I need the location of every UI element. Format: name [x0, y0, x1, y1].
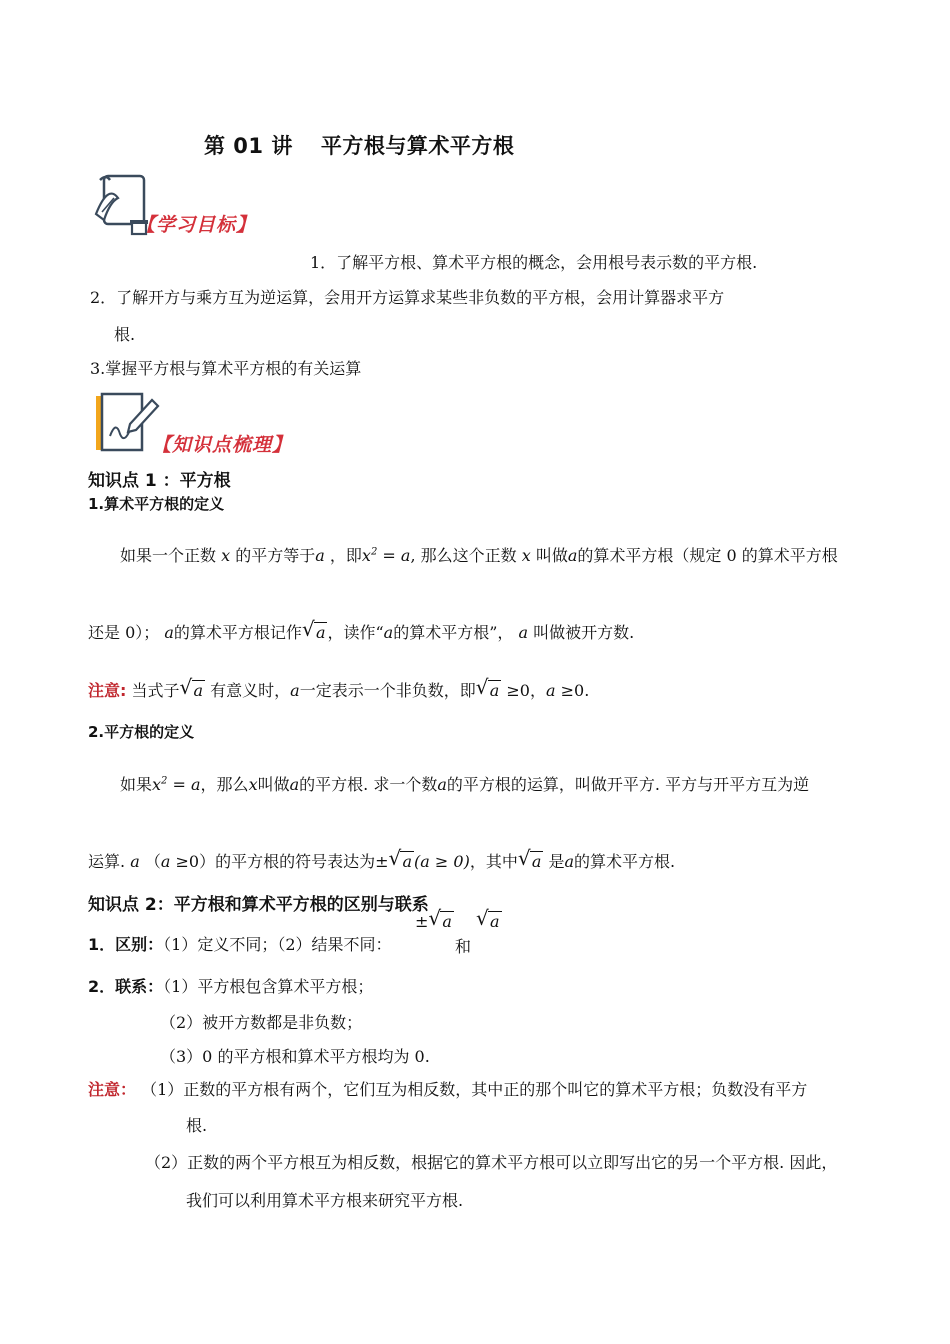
kp2-heading: 知识点 2：平方根和算术平方根的区别与联系: [88, 895, 429, 915]
relation-line-1: 2．联系：（1）平方根包含算术平方根；: [88, 977, 374, 996]
difference-label: 1．区别：: [88, 935, 164, 954]
banner-learning-goals: 【学习目标】: [136, 214, 257, 236]
definition-1-line-1: 如果一个正数 x 的平方等于a ，即$x^2 = a$, 那么这个正数 x 叫做a的算术平方根（规定 0 的算术平方根: [120, 546, 838, 565]
note-2-line-4: 我们可以利用算术平方根来研究平方根.: [186, 1191, 464, 1210]
definition-1-line-2: 还是 0）； a的算术平方根记作 √ a ，读作“a的算术平方根”， a 叫做被开方数.: [88, 617, 635, 642]
relation-line-2: （2）被开方数都是非负数；: [160, 1013, 363, 1032]
title-main: 平方根与算术平方根: [320, 134, 515, 158]
relation-label: 2．联系：: [88, 977, 164, 996]
goal-2-line-2: 根.: [114, 325, 136, 344]
kp1-subheading-1: 1.算术平方根的定义: [88, 495, 225, 513]
pm-sqrt-a: ± √ a: [415, 906, 452, 931]
goal-3: 3.掌握平方根与算术平方根的有关运算: [90, 359, 362, 378]
note-2-line-3: （2）正数的两个平方根互为相反数，根据它的算术平方根可以立即写出它的另一个平方根. 因此，: [145, 1153, 838, 1172]
kp1-subheading-2: 2.平方根的定义: [88, 723, 195, 741]
note-label: 注意:: [88, 681, 127, 700]
note-2-label: 注意：: [88, 1080, 137, 1099]
and-word: 和: [455, 937, 472, 956]
relation-line-3: （3）0 的平方根和算术平方根均为 0.: [160, 1047, 430, 1066]
difference-line: 1．区别：（1）定义不同；（2）结果不同：: [88, 935, 392, 954]
sqrt-a: √ a: [301, 617, 326, 642]
title-prefix: 第 01 讲: [204, 134, 293, 158]
definition-2-line-1: 如果$x^2 = a$，那么x叫做a的平方根. 求一个数a的平方根的运算，叫做开平方. 平方与开平方互为逆: [120, 775, 810, 794]
goal-2-line-1: 2．了解开方与乘方互为逆运算，会用开方运算求某些非负数的平方根，会用计算器求平方: [90, 288, 725, 307]
note-2-line-2: 根.: [186, 1116, 208, 1135]
goal-1: 1．了解平方根、算术平方根的概念，会用根号表示数的平方根.: [310, 253, 758, 272]
note-1: 注意: 当式子 √ a 有意义时，a一定表示一个非负数，即 √ a ≥0，a ≥0.: [88, 675, 590, 700]
banner-knowledge-points: 【知识点梳理】: [152, 434, 293, 456]
page-title: [204, 130, 514, 160]
sqrt-a-compare: √ a: [476, 906, 500, 931]
definition-2-line-2: 运算. a （a ≥0）的平方根的符号表达为± √ a (a ≥ 0)，其中 √ a 是a的算术平方根.: [88, 846, 676, 871]
note-2-line-1: 注意： （1）正数的平方根有两个，它们互为相反数，其中正的那个叫它的算术平方根；负数没有平方: [88, 1080, 808, 1099]
kp1-heading: 知识点 1 ：平方根: [88, 471, 231, 491]
